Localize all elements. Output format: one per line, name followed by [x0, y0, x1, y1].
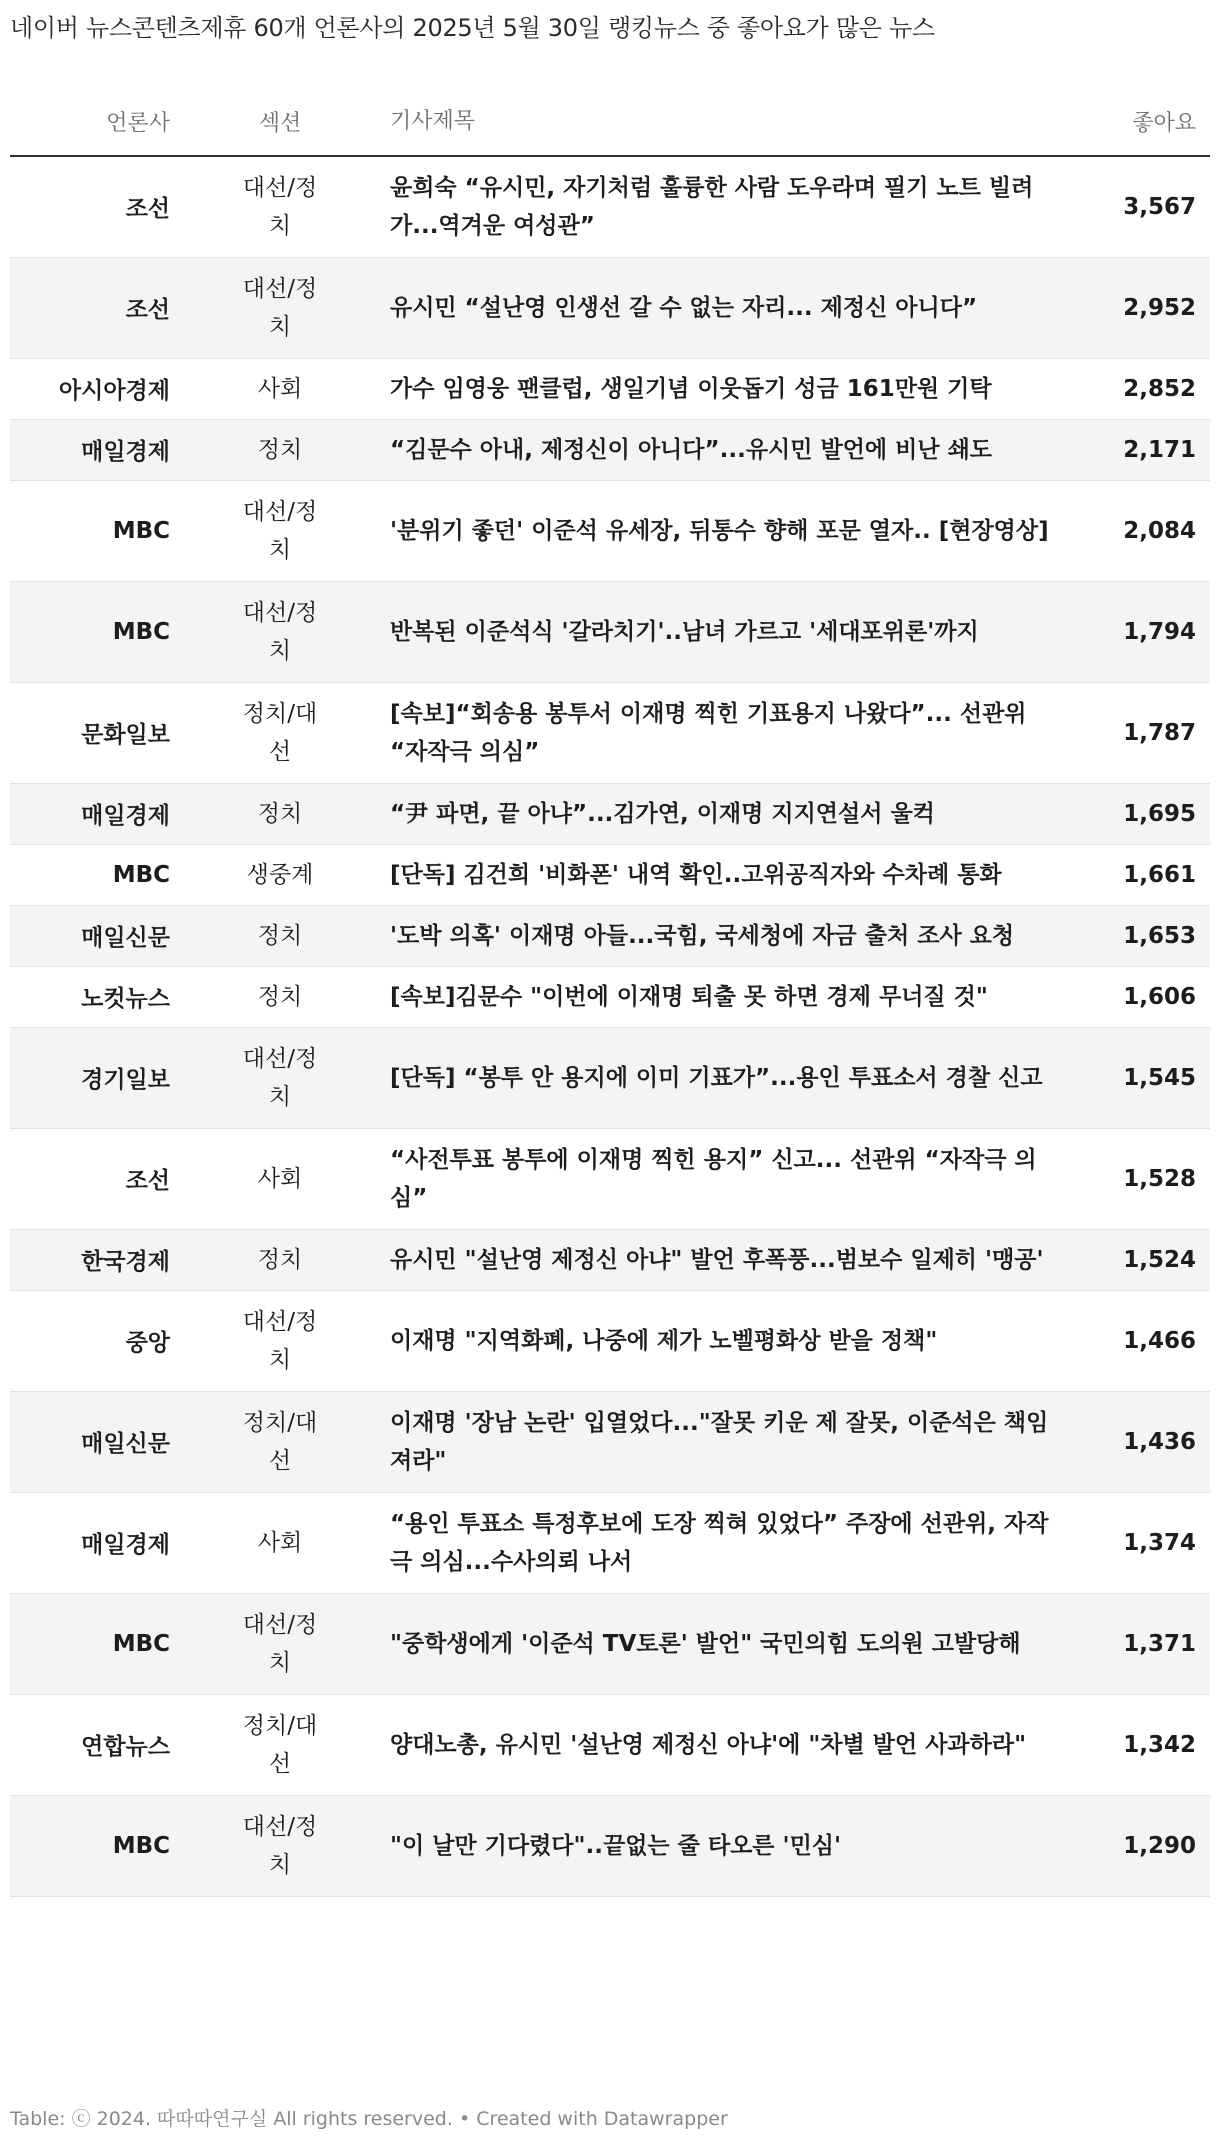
cell-section-text: 대선/정치: [242, 599, 318, 664]
cell-section-text: 대선/정치: [242, 174, 318, 239]
cell-section: [170, 1492, 390, 1593]
cell-press: MBC: [10, 844, 170, 905]
cell-section: [170, 844, 390, 905]
headline-link[interactable]: 유시민 "설난영 제정신 아냐" 발언 후폭풍...범보수 일제히 '맹공': [390, 1246, 1044, 1273]
cell-section-text: 사회: [257, 1165, 303, 1192]
cell-likes: 2,084: [1090, 480, 1210, 581]
cell-likes: 1,342: [1090, 1694, 1210, 1795]
cell-press: 중앙: [10, 1290, 170, 1391]
cell-headline[interactable]: [390, 1694, 1090, 1795]
headline-link[interactable]: “사전투표 봉투에 이재명 찍힌 용지” 신고... 선관위 “자작극 의심”: [390, 1146, 1037, 1211]
cell-press: 매일신문: [10, 1391, 170, 1492]
table-row: [10, 682, 1210, 783]
headline-link[interactable]: 가수 임영웅 팬클럽, 생일기념 이웃돕기 성금 161만원 기탁: [390, 375, 992, 402]
attribution-footer: Table: ⓒ 2024. 따따따연구실 All rights reserved. • Created with Datawrapper: [10, 2108, 728, 2130]
table-row: [10, 1128, 1210, 1229]
cell-section: [170, 257, 390, 358]
column-header-section[interactable]: 섹션: [170, 88, 390, 156]
table-row: [10, 1391, 1210, 1492]
cell-press: 노컷뉴스: [10, 966, 170, 1027]
table-row: [10, 257, 1210, 358]
cell-headline[interactable]: [390, 1128, 1090, 1229]
cell-section-text: 대선/정치: [242, 498, 318, 563]
cell-headline[interactable]: [390, 1593, 1090, 1694]
cell-headline[interactable]: [390, 1492, 1090, 1593]
cell-headline[interactable]: [390, 1027, 1090, 1128]
cell-headline[interactable]: [390, 156, 1090, 257]
cell-section-text: 정치: [257, 436, 303, 463]
cell-headline[interactable]: [390, 257, 1090, 358]
table-row: [10, 358, 1210, 419]
cell-section: [170, 783, 390, 844]
cell-press: 조선: [10, 156, 170, 257]
cell-press: 매일신문: [10, 905, 170, 966]
table-row: [10, 1694, 1210, 1795]
headline-link[interactable]: 이재명 "지역화폐, 나중에 제가 노벨평화상 받을 정책": [390, 1327, 938, 1354]
table-row: [10, 966, 1210, 1027]
table-row: [10, 905, 1210, 966]
table-row: [10, 581, 1210, 682]
cell-likes: 2,952: [1090, 257, 1210, 358]
cell-likes: 1,794: [1090, 581, 1210, 682]
cell-press: 문화일보: [10, 682, 170, 783]
table-row: [10, 1027, 1210, 1128]
headline-link[interactable]: 유시민 “설난영 인생선 갈 수 없는 자리... 제정신 아니다”: [390, 294, 978, 321]
cell-likes: 1,695: [1090, 783, 1210, 844]
cell-section: [170, 1229, 390, 1290]
headline-link[interactable]: 윤희숙 “유시민, 자기처럼 훌륭한 사람 도우라며 필기 노트 빌려가...역겨운 여성관”: [390, 174, 1034, 239]
cell-headline[interactable]: [390, 1391, 1090, 1492]
cell-section-text: 사회: [257, 1529, 303, 1556]
column-header-press[interactable]: 언론사: [10, 88, 170, 156]
table-row: [10, 783, 1210, 844]
cell-press: 매일경제: [10, 419, 170, 480]
cell-press: 조선: [10, 1128, 170, 1229]
cell-likes: 2,171: [1090, 419, 1210, 480]
cell-headline[interactable]: [390, 682, 1090, 783]
cell-section: [170, 905, 390, 966]
cell-likes: 3,567: [1090, 156, 1210, 257]
headline-link[interactable]: [단독] “봉투 안 용지에 이미 기표가”...용인 투표소서 경찰 신고: [390, 1064, 1043, 1091]
cell-section: [170, 1694, 390, 1795]
cell-section: [170, 419, 390, 480]
cell-likes: 1,436: [1090, 1391, 1210, 1492]
cell-section-text: 정치: [257, 983, 303, 1010]
cell-press: 아시아경제: [10, 358, 170, 419]
cell-likes: 1,290: [1090, 1795, 1210, 1896]
cell-headline[interactable]: [390, 581, 1090, 682]
cell-press: 매일경제: [10, 1492, 170, 1593]
cell-likes: 1,606: [1090, 966, 1210, 1027]
cell-section-text: 정치: [257, 1246, 303, 1273]
cell-section: [170, 1027, 390, 1128]
cell-press: 한국경제: [10, 1229, 170, 1290]
column-header-headline[interactable]: 기사제목: [390, 88, 1090, 156]
cell-section-text: 생중계: [246, 861, 314, 888]
cell-section-text: 대선/정치: [242, 1045, 318, 1110]
cell-likes: 1,371: [1090, 1593, 1210, 1694]
cell-section: [170, 1795, 390, 1896]
cell-section-text: 대선/정치: [242, 1813, 318, 1878]
ranking-table: [10, 88, 1210, 1897]
cell-section: [170, 1593, 390, 1694]
cell-headline[interactable]: [390, 1795, 1090, 1896]
cell-section-text: 대선/정치: [242, 275, 318, 340]
headline-link[interactable]: [속보]김문수 "이번에 이재명 퇴출 못 하면 경제 무너질 것": [390, 983, 988, 1010]
cell-headline[interactable]: [390, 419, 1090, 480]
table-title: 네이버 뉴스콘텐츠제휴 60개 언론사의 2025년 5월 30일 랭킹뉴스 중 좋아요가 많은 뉴스: [10, 14, 935, 42]
cell-section: [170, 682, 390, 783]
cell-headline[interactable]: [390, 783, 1090, 844]
headline-link[interactable]: “尹 파면, 끝 아냐”...김가연, 이재명 지지연설서 울컥: [390, 800, 935, 827]
cell-section: [170, 358, 390, 419]
table-row: [10, 844, 1210, 905]
cell-section: [170, 480, 390, 581]
headline-link[interactable]: “김문수 아내, 제정신이 아니다”...유시민 발언에 비난 쇄도: [390, 436, 993, 463]
headline-link[interactable]: 반복된 이준석식 '갈라치기'..남녀 가르고 '세대포위론'까지: [390, 618, 979, 645]
table-header-row: [10, 88, 1210, 156]
cell-headline[interactable]: [390, 966, 1090, 1027]
cell-headline[interactable]: [390, 844, 1090, 905]
cell-headline[interactable]: [390, 1290, 1090, 1391]
cell-section-text: 정치/대선: [242, 1712, 318, 1777]
headline-link[interactable]: '도박 의혹' 이재명 아들...국힘, 국세청에 자금 출처 조사 요청: [390, 922, 1015, 949]
cell-section-text: 대선/정치: [242, 1308, 318, 1373]
headline-link[interactable]: '분위기 좋던' 이준석 유세장, 뒤통수 향해 포문 열자.. [현장영상]: [390, 517, 1049, 544]
headline-link[interactable]: "중학생에게 '이준석 TV토론' 발언" 국민의힘 도의원 고발당해: [390, 1630, 1021, 1657]
table-row: [10, 1229, 1210, 1290]
cell-likes: 1,466: [1090, 1290, 1210, 1391]
cell-press: MBC: [10, 1593, 170, 1694]
table-row: [10, 480, 1210, 581]
cell-section-text: 정치: [257, 800, 303, 827]
cell-likes: 1,661: [1090, 844, 1210, 905]
cell-press: 조선: [10, 257, 170, 358]
cell-press: 연합뉴스: [10, 1694, 170, 1795]
column-header-likes[interactable]: 좋아요: [1090, 88, 1210, 156]
cell-press: MBC: [10, 1795, 170, 1896]
table-row: [10, 1492, 1210, 1593]
cell-section-text: 정치: [257, 922, 303, 949]
cell-section: [170, 581, 390, 682]
table-row: [10, 1290, 1210, 1391]
cell-section: [170, 1128, 390, 1229]
cell-likes: 2,852: [1090, 358, 1210, 419]
cell-press: 매일경제: [10, 783, 170, 844]
headline-link[interactable]: "이 날만 기다렸다"..끝없는 줄 타오른 '민심': [390, 1832, 842, 1859]
table-body: [10, 156, 1210, 1896]
cell-press: 경기일보: [10, 1027, 170, 1128]
headline-link[interactable]: [단독] 김건희 '비화폰' 내역 확인..고위공직자와 수차례 통화: [390, 861, 1002, 888]
table-row: [10, 419, 1210, 480]
cell-section: [170, 966, 390, 1027]
cell-headline[interactable]: [390, 358, 1090, 419]
cell-section: [170, 156, 390, 257]
cell-section: [170, 1290, 390, 1391]
headline-link[interactable]: 이재명 '장남 논란' 입열었다..."잘못 키운 제 잘못, 이준석은 책임져라": [390, 1409, 1049, 1474]
cell-likes: 1,528: [1090, 1128, 1210, 1229]
headline-link[interactable]: [속보]“회송용 봉투서 이재명 찍힌 기표용지 나왔다”... 선관위 “자작극 의심”: [390, 700, 1027, 765]
cell-likes: 1,653: [1090, 905, 1210, 966]
cell-section-text: 정치/대선: [242, 1409, 318, 1474]
cell-likes: 1,787: [1090, 682, 1210, 783]
cell-press: MBC: [10, 581, 170, 682]
cell-likes: 1,524: [1090, 1229, 1210, 1290]
cell-section-text: 대선/정치: [242, 1611, 318, 1676]
cell-likes: 1,374: [1090, 1492, 1210, 1593]
cell-press: MBC: [10, 480, 170, 581]
cell-likes: 1,545: [1090, 1027, 1210, 1128]
cell-headline[interactable]: [390, 480, 1090, 581]
cell-section: [170, 1391, 390, 1492]
cell-section-text: 사회: [257, 375, 303, 402]
headline-link[interactable]: 양대노총, 유시민 '설난영 제정신 아냐'에 "차별 발언 사과하라": [390, 1731, 1027, 1758]
headline-link[interactable]: “용인 투표소 특정후보에 도장 찍혀 있었다” 주장에 선관위, 자작극 의심...수사의뢰 나서: [390, 1510, 1049, 1575]
table-row: [10, 1593, 1210, 1694]
table-row: [10, 1795, 1210, 1896]
table-row: [10, 156, 1210, 257]
cell-headline[interactable]: [390, 905, 1090, 966]
cell-section-text: 정치/대선: [242, 700, 318, 765]
cell-headline[interactable]: [390, 1229, 1090, 1290]
